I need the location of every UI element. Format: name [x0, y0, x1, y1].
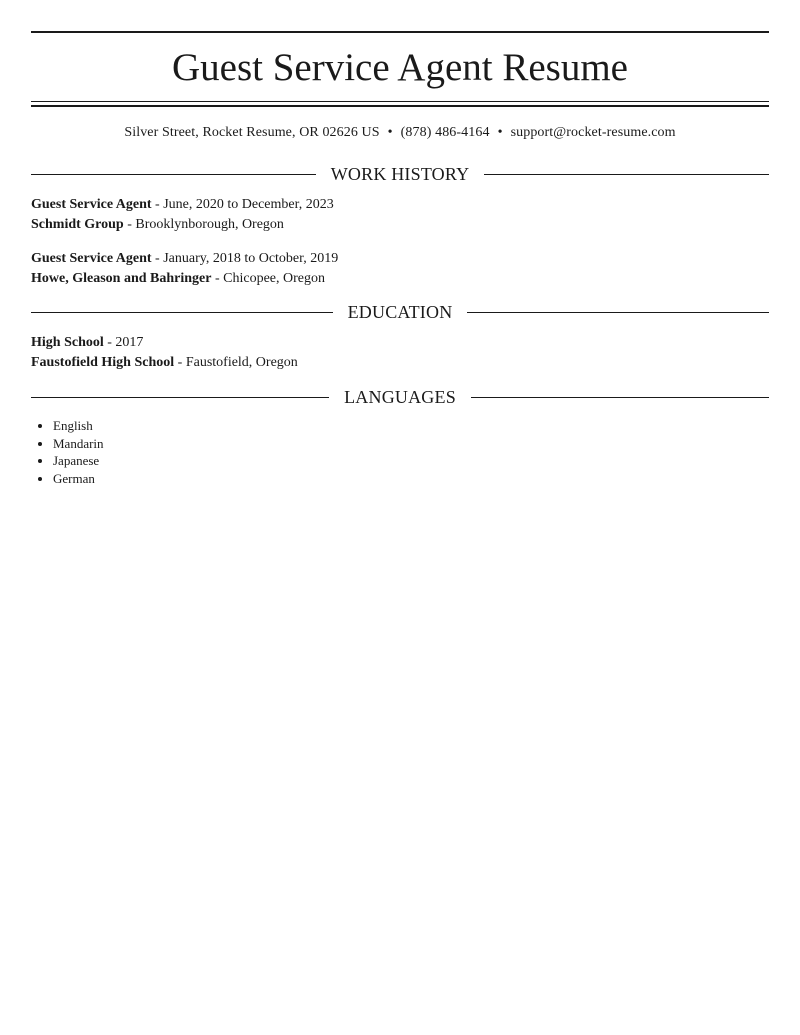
dash: -	[155, 251, 160, 266]
work-entry-2-dates: January, 2018 to October, 2019	[163, 251, 339, 266]
heading-rule-right	[471, 397, 769, 398]
work-entry-1-role: Guest Service Agent	[31, 197, 152, 212]
top-rule	[31, 31, 769, 33]
title-rule-thin	[31, 101, 769, 102]
dash: -	[177, 355, 183, 370]
work-entry-2-role: Guest Service Agent	[31, 251, 152, 266]
contact-email: support@rocket-resume.com	[510, 125, 676, 140]
education-heading	[31, 300, 769, 324]
dash: -	[214, 271, 220, 286]
languages-heading	[31, 385, 769, 409]
education-heading-label: EDUCATION	[347, 302, 453, 322]
dash: -	[127, 217, 132, 232]
contact-phone: (878) 486-4164	[400, 125, 490, 140]
contact-address: Silver Street, Rocket Resume, OR 02626 US	[124, 125, 380, 140]
work-entry-1-role-line	[31, 195, 334, 215]
contact-separator: •	[497, 125, 503, 140]
contact-line	[31, 123, 769, 143]
work-history-heading-label: WORK HISTORY	[330, 164, 470, 184]
heading-rule-right	[484, 174, 769, 175]
work-entry-2-company-line	[31, 269, 325, 289]
languages-heading-label: LANGUAGES	[344, 387, 456, 407]
heading-rule-left	[31, 174, 316, 175]
education-location: Faustofield, Oregon	[185, 355, 298, 370]
heading-rule-left	[31, 397, 329, 398]
work-entry-1-company-line	[31, 215, 284, 235]
work-entry-1-dates: June, 2020 to December, 2023	[163, 197, 334, 212]
education-school: Faustofield High School	[31, 355, 175, 370]
dash: -	[155, 197, 160, 212]
contact-separator: •	[387, 125, 393, 140]
heading-rule-left	[31, 312, 333, 313]
education-degree: High School	[31, 335, 104, 350]
language-item: • Japanese	[53, 452, 104, 470]
work-entry-2-company: Howe, Gleason and Bahringer	[31, 271, 212, 286]
education-year: 2017	[115, 335, 144, 350]
title-rule-thick	[31, 105, 769, 107]
language-item: • English	[53, 417, 104, 435]
resume-title: Guest Service Agent Resume	[172, 46, 628, 89]
languages-list	[31, 417, 104, 488]
dash: -	[107, 335, 112, 350]
language-item: • Mandarin	[53, 435, 104, 453]
heading-rule-right	[467, 312, 769, 313]
education-degree-line	[31, 333, 143, 353]
education-school-line	[31, 353, 298, 373]
language-item: • German	[53, 470, 104, 488]
work-entry-1-company: Schmidt Group	[31, 217, 124, 232]
work-entry-1-location: Brooklynborough, Oregon	[135, 217, 284, 232]
work-history-heading	[31, 162, 769, 186]
work-entry-2-role-line	[31, 249, 338, 269]
work-entry-2-location: Chicopee, Oregon	[223, 271, 325, 286]
